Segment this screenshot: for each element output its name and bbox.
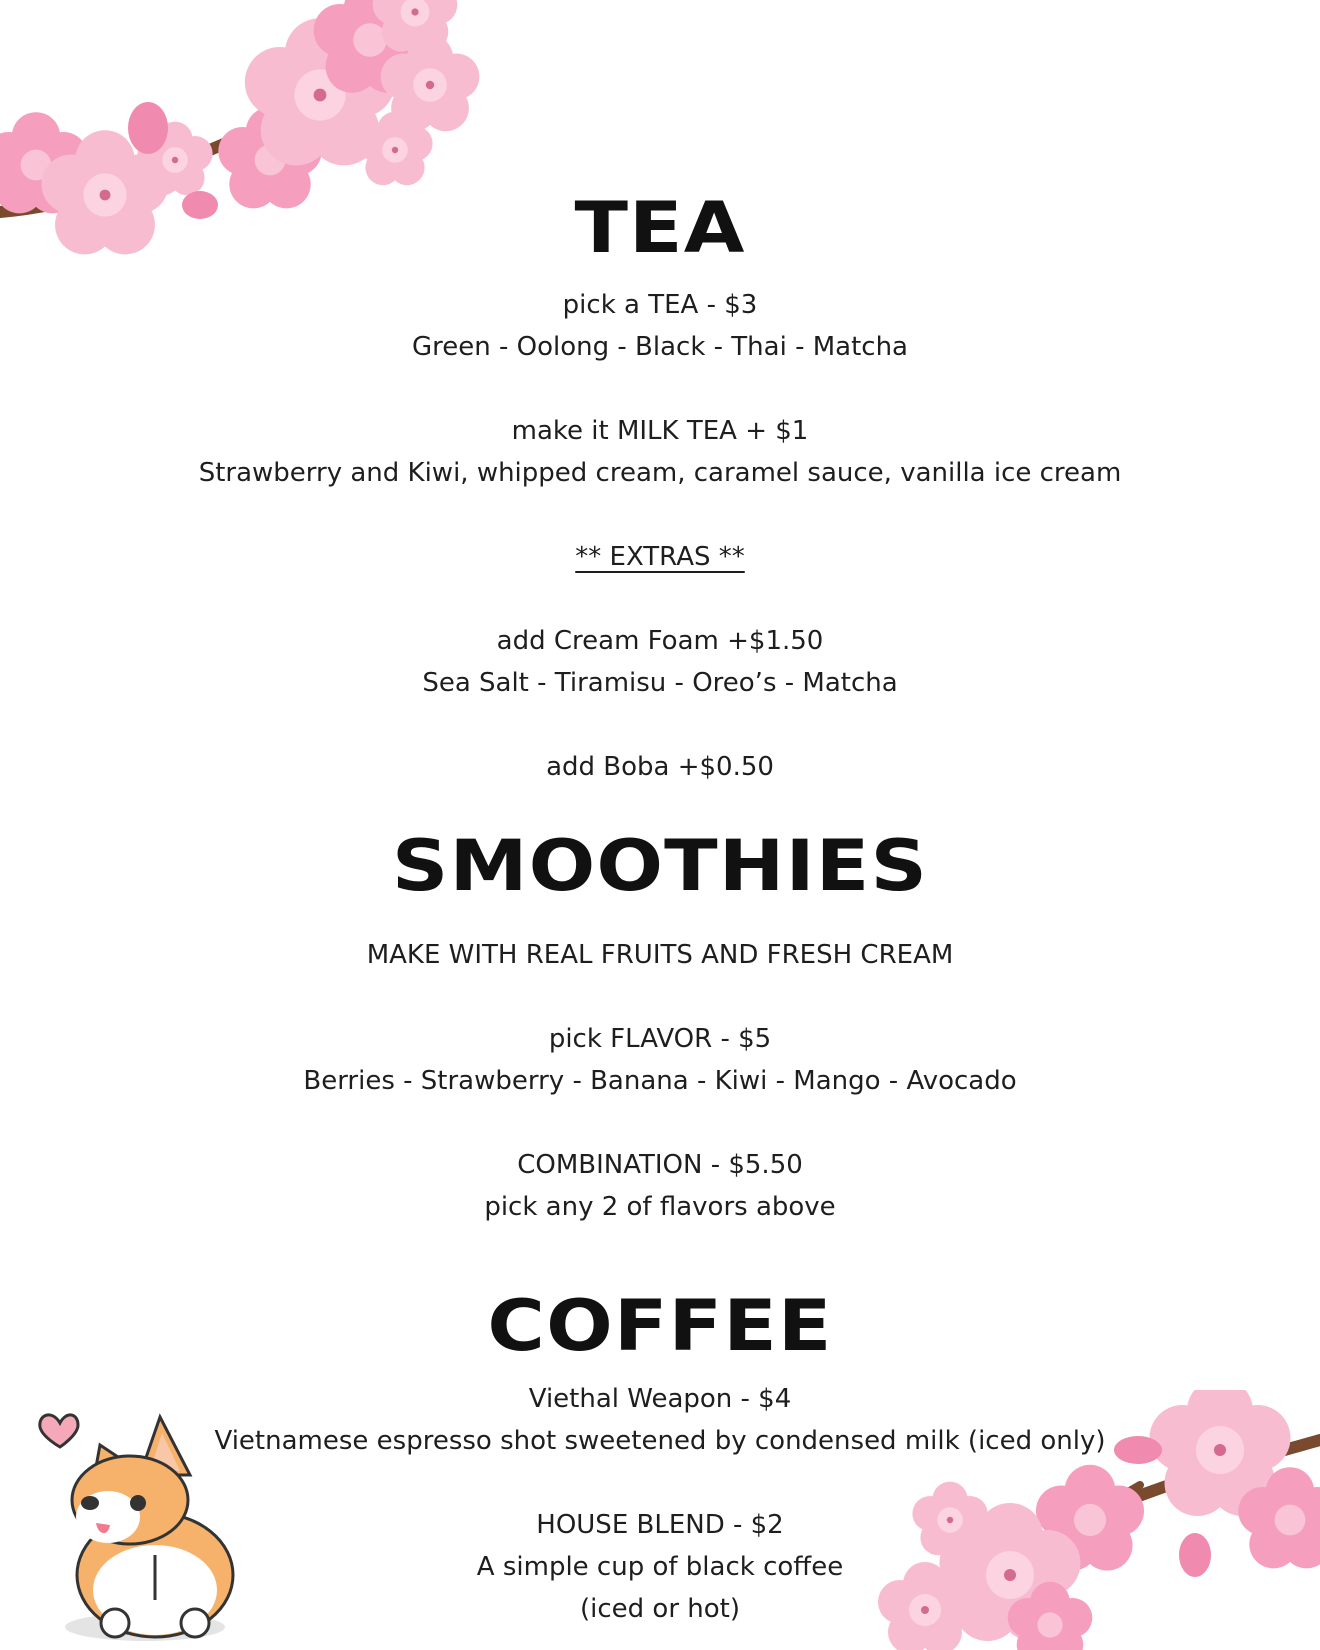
milk-tea-toppings-line: Strawberry and Kiwi, whipped cream, caramel sauce, vanilla ice cream — [198, 458, 1122, 488]
tea-flavors-line: Green - Oolong - Black - Thai - Matcha — [412, 332, 908, 362]
cream-foam-line: add Cream Foam +$1.50 — [496, 626, 824, 656]
smoothie-flavors-line: Berries - Strawberry - Banana - Kiwi - Mango - Avocado — [303, 1066, 1017, 1096]
smoothies-tagline: MAKE WITH REAL FRUITS AND FRESH CREAM — [366, 940, 954, 970]
milk-tea-line: make it MILK TEA + $1 — [511, 416, 809, 446]
tea-pick-line: pick a TEA - $3 — [562, 290, 758, 320]
viethal-weapon-line: Viethal Weapon - $4 — [528, 1384, 792, 1414]
cream-foam-flavors-line: Sea Salt - Tiramisu - Oreo’s - Matcha — [422, 668, 898, 698]
tea-heading: TEA — [574, 187, 746, 269]
house-blend-note: (iced or hot) — [579, 1594, 740, 1624]
smoothie-pick-line: pick FLAVOR - $5 — [548, 1024, 772, 1054]
house-blend-line: HOUSE BLEND - $2 — [536, 1510, 784, 1540]
extras-label: ** EXTRAS ** — [575, 542, 745, 572]
combination-line: COMBINATION - $5.50 — [517, 1150, 803, 1180]
smoothies-heading: SMOOTHIES — [391, 825, 929, 907]
viethal-weapon-description: Vietnamese espresso shot sweetened by condensed milk (iced only) — [214, 1426, 1106, 1456]
house-blend-description: A simple cup of black coffee — [476, 1552, 844, 1582]
combination-note: pick any 2 of flavors above — [484, 1192, 836, 1222]
boba-line: add Boba +$0.50 — [546, 752, 774, 782]
coffee-heading: COFFEE — [487, 1285, 833, 1367]
